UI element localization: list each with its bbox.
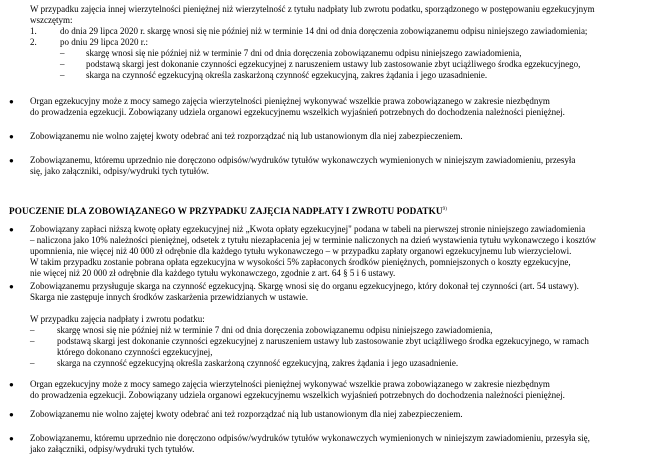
heading-text: POUCZENIE DLA ZOBOWIĄZANEGO W PRZYPADKU ZAJĘCIA NADPŁATY I ZWROTU PODATKU [9, 206, 443, 217]
item-text: do dnia 29 lipca 2020 r. skargę wnosi się nie później niż w terminie 14 dni od dnia doręczenia zobowiązanemu odpisu niniejszego zawiadomienia; [60, 26, 588, 36]
section-heading [9, 204, 447, 217]
sub-item: skarga na czynność egzekucyjną określa zaskarżoną czynność egzekucyjną, zakres żądania i jego uzasadnienie. [86, 70, 488, 80]
sub-item: podstawą skargi jest dokonanie czynności egzekucyjnej z naruszeniem ustawy lub zastosowanie zbyt uciążliwego środka egzekucyjnego, [86, 59, 581, 69]
bullet-marker: ● [9, 225, 14, 234]
bullet-text: Zobowiązanemu przysługuje skarga na czynność egzekucyjną. Skargę wnosi się do organu egzekucyjnego, który dokonał tej czynności (art. 54 ustawy). [30, 281, 579, 291]
bullet-marker: ● [9, 156, 14, 165]
sub-item: skargę wnosi się nie później niż w terminie 7 dni od dnia doręczenia zobowiązanemu odpisu niniejszego zawiadomienia, [57, 325, 493, 335]
bullet-text: – naliczona jako 10% należności pieniężnej, odsetek z tytułu niezapłacenia jej w terminie naliczonych na dzień wystawienia tytułu wykonawczego i kosztów [30, 235, 597, 245]
dash-marker: – [30, 336, 35, 346]
bullet-text: do prowadzenia egzekucji. Zobowiązany udziela organowi egzekucyjnemu wszelkich wyjaśnień potrzebnych do dochodzenia należności pieniężnej. [30, 390, 565, 400]
footnote-ref: 9) [442, 207, 447, 212]
bullet-text: się, jako załączniki, odpisy/wydruki tych tytułów. [30, 166, 209, 176]
bullet-text: Zobowiązanemu nie wolno zajętej kwoty odebrać ani też rozporządzać nią lub ustanowionym dla niej zabezpieczeniem. [30, 131, 463, 141]
sub-item: skarga na czynność egzekucyjną określa zaskarżoną czynność egzekucyjną, zakres żądania i jego uzasadnienie. [57, 358, 459, 368]
sub-item: którego dokonano czynności egzekucyjnej, [57, 347, 213, 357]
subsection-intro: W przypadku zajęcia nadpłaty i zwrotu podatku: [30, 314, 205, 324]
bullet-marker: ● [9, 132, 14, 141]
bullet-marker: ● [9, 410, 14, 419]
sub-item: podstawą skargi jest dokonanie czynności egzekucyjnej z naruszeniem ustawy lub zastosowanie zbyt uciążliwego środka egzekucyjnego, w ramach [57, 336, 589, 346]
bullet-text: Zobowiązany zapłaci niższą kwotę opłaty egzekucyjnej niż „Kwota opłaty egzekucyjnej" podana w tabeli na pierwszej stronie niniejszego zawiadomienia [30, 224, 586, 234]
dash-marker: – [60, 59, 65, 69]
dash-marker: – [60, 70, 65, 80]
dash-marker: – [60, 48, 65, 58]
bullet-marker: ● [9, 282, 14, 291]
bullet-text: Organ egzekucyjny może z mocy samego zajęcia wierzytelności pieniężnej wykonywać wszelkie prawa zobowiązanego w zakresie niezbędnym [30, 96, 550, 106]
bullet-text: W takim przypadku zostanie pobrana opłata egzekucyjna w wysokości 5% zapłaconych środków pieniężnych, pomniejszonych o koszty egzekucyjne, [30, 257, 571, 267]
intro-line-1: W przypadku zajęcia innej wierzytelności pieniężnej niż wierzytelność z tytułu nadpłaty lub zwrotu podatku, sporządzonego w postępowaniu egzekucyjnym [30, 4, 595, 14]
dash-marker: – [30, 358, 35, 368]
bullet-marker: ● [9, 97, 14, 106]
bullet-marker: ● [9, 380, 14, 389]
item-text: po dniu 29 lipca 2020 r.: [60, 37, 148, 47]
bullet-text: Organ egzekucyjny może z mocy samego zajęcia wierzytelności pieniężnej wykonywać wszelkie prawa zobowiązanego w zakresie niezbędnym [30, 379, 550, 389]
item-number: 1. [30, 26, 37, 36]
intro-line-2: wszczętym: [30, 15, 73, 25]
sub-item: skargę wnosi się nie później niż w terminie 7 dni od dnia doręczenia zobowiązanemu odpisu niniejszego zawiadomienia, [86, 48, 522, 58]
bullet-text: Zobowiązanemu nie wolno zajętej kwoty odebrać ani też rozporządzać nią lub ustanowionym dla niej zabezpieczeniem. [30, 409, 463, 419]
bullet-marker: ● [9, 434, 14, 443]
bullet-text: Zobowiązanemu, któremu uprzednio nie doręczono odpisów/wydruków tytułów wykonawczych wymienionych w niniejszym zawiadomieniu, przesyła [30, 155, 576, 165]
bullet-text: nie więcej niż 20 000 zł odrębnie dla każdego tytułu wykonawczego, zgodnie z art. 64 § 5 i 6 ustawy. [30, 268, 396, 278]
item-number: 2. [30, 37, 37, 47]
bullet-text: upomnienia, nie więcej niż 40 000 zł odrębnie dla każdego tytułu wykonawczego – w przypadku zapłaty organowi egzekucyjnemu lub wierzycielowi. [30, 246, 572, 256]
dash-marker: – [30, 325, 35, 335]
bullet-text: do prowadzenia egzekucji. Zobowiązany udziela organowi egzekucyjnemu wszelkich wyjaśnień potrzebnych do dochodzenia należności pieniężnej. [30, 107, 565, 117]
bullet-text: Skarga nie zastępuje innych środków zaskarżenia przewidzianych w ustawie. [30, 292, 308, 302]
bullet-text: Zobowiązanemu, któremu uprzednio nie doręczono odpisów/wydruków tytułów wykonawczych wymienionych w niniejszym zawiadomieniu, przesyła się, [30, 433, 590, 443]
bullet-text: jako załączniki, odpisy/wydruki tych tytułów. [30, 444, 195, 454]
